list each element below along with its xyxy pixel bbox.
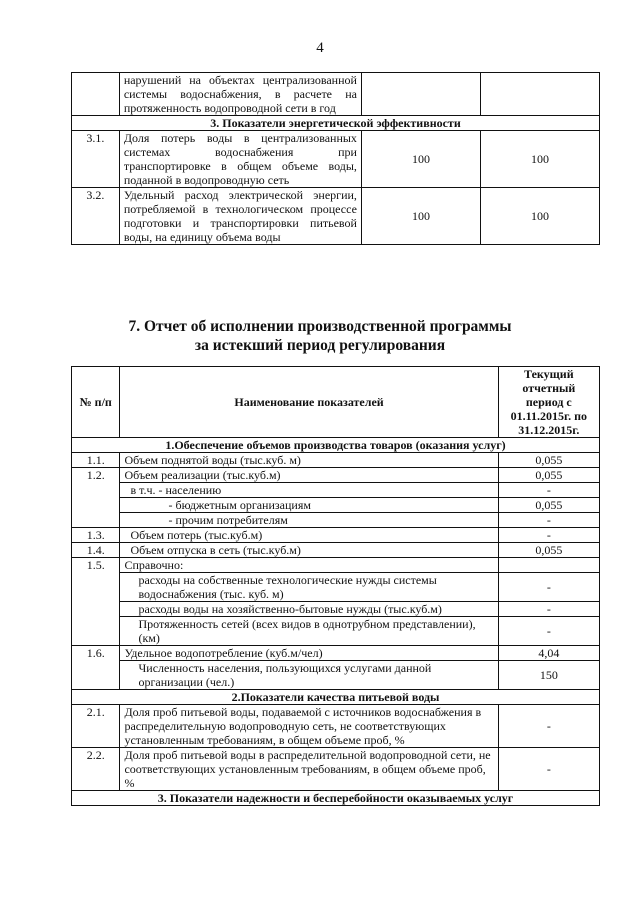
table-row [72,705,600,748]
page-number: 4 [316,40,324,56]
row-text: расходы воды на хозяйственно-бытовые нужды (тыс.куб.м) [120,602,498,617]
row-text: - прочим потребителям [120,513,498,528]
table-row [72,617,600,646]
row-number: 1.5. [72,558,120,646]
table-row [72,646,600,661]
row-value: - [498,528,599,543]
value-cell: 100 [480,131,599,188]
row-text: расходы на собственные технологические нужды системы водоснабжения (тыс. куб. м) [120,573,498,602]
section-row [72,690,600,705]
row-value: - [498,513,599,528]
row-value: 0,055 [498,498,599,513]
row-text: - бюджетным организациям [120,498,498,513]
table-row [72,188,600,245]
row-value: - [498,483,599,498]
row-value: - [498,573,599,602]
col-header-name: Наименование показателей [120,367,498,438]
row-number: 1.2. [72,468,120,528]
value-cell: 100 [361,131,480,188]
row-text: Объем реализации (тыс.куб.м) [120,468,498,483]
section-row [72,116,600,131]
table-row [72,453,600,468]
col-header-number: № п/п [72,367,120,438]
row-number: 1.6. [72,646,120,690]
section-title: 1.Обеспечение объемов производства товаров (оказания услуг) [72,438,600,453]
report-table [71,366,600,806]
table-row [72,543,600,558]
row-value: 4,04 [498,646,599,661]
row-text: Доля потерь воды в централизованных системах водоснабжения при транспортировке в общем объеме воды, поданной в водопроводную сеть [119,131,361,188]
value-cell: 100 [361,188,480,245]
col-header-value: Текущий отчетный период с 01.11.2015г. по 31.12.2015г. [498,367,599,438]
row-value: 150 [498,661,599,690]
row-value [498,558,599,573]
row-text-cell: нарушений на объектах централизованной системы водоснабжения, в расчете на протяженность водопроводной сети в год [119,73,361,116]
value-cell: 100 [480,188,599,245]
row-value: - [498,748,599,791]
row-value: - [498,602,599,617]
section-row [72,438,600,453]
row-number: 3.2. [72,188,120,245]
row-value: 0,055 [498,453,599,468]
row-text: Численность населения, пользующихся услугами данной организации (чел.) [120,661,498,690]
section-row [72,791,600,806]
row-text: Доля проб питьевой воды, подаваемой с источников водоснабжения в распределительную водопроводную сеть, не соответствующих установленным требованиям, в общем объеме проб, % [120,705,498,748]
row-text: Объем потерь (тыс.куб.м) [120,528,498,543]
row-number-cell [72,73,120,116]
row-text: в т.ч. - населению [120,483,498,498]
indicators-table-continued [71,72,600,245]
header-row [72,367,600,438]
table-row [72,748,600,791]
table-row [72,661,600,690]
table-row [72,573,600,602]
row-value: - [498,705,599,748]
table-row [72,498,600,513]
row-number: 2.2. [72,748,120,791]
table-row [72,558,600,573]
row-text: Объем поднятой воды (тыс.куб. м) [120,453,498,468]
table-row [72,528,600,543]
value-cell [361,73,480,116]
table-row [72,468,600,483]
table-row [72,602,600,617]
row-text: Удельный расход электрической энергии, потребляемой в технологическом процессе подготовки и транспортировки питьевой воды, на единицу объема воды [119,188,361,245]
heading-line-1: 7. Отчет об исполнении производственной программы [128,318,512,335]
row-text: Доля проб питьевой воды в распределительной водопроводной сети, не соответствующих установленным требованиям, в общем объеме проб, % [120,748,498,791]
section-title: 3. Показатели надежности и бесперебойности оказываемых услуг [72,791,600,806]
value-cell [480,73,599,116]
row-number: 1.1. [72,453,120,468]
row-text: Удельное водопотребление (куб.м/чел) [120,646,498,661]
row-number: 3.1. [72,131,120,188]
row-value: 0,055 [498,468,599,483]
heading-line-2: за истекший период регулирования [194,337,446,354]
row-number: 2.1. [72,705,120,748]
row-text: Объем отпуска в сеть (тыс.куб.м) [120,543,498,558]
table-row [72,73,600,116]
row-text: Протяженность сетей (всех видов в однотрубном представлении), (км) [120,617,498,646]
section-title: 3. Показатели энергетической эффективности [72,116,600,131]
row-value: - [498,617,599,646]
row-text: Справочно: [120,558,498,573]
row-number: 1.3. [72,528,120,543]
row-value: 0,055 [498,543,599,558]
table-row [72,483,600,498]
section-title: 2.Показатели качества питьевой воды [72,690,600,705]
table-row [72,513,600,528]
table-row [72,131,600,188]
row-number: 1.4. [72,543,120,558]
section-heading [0,317,640,355]
